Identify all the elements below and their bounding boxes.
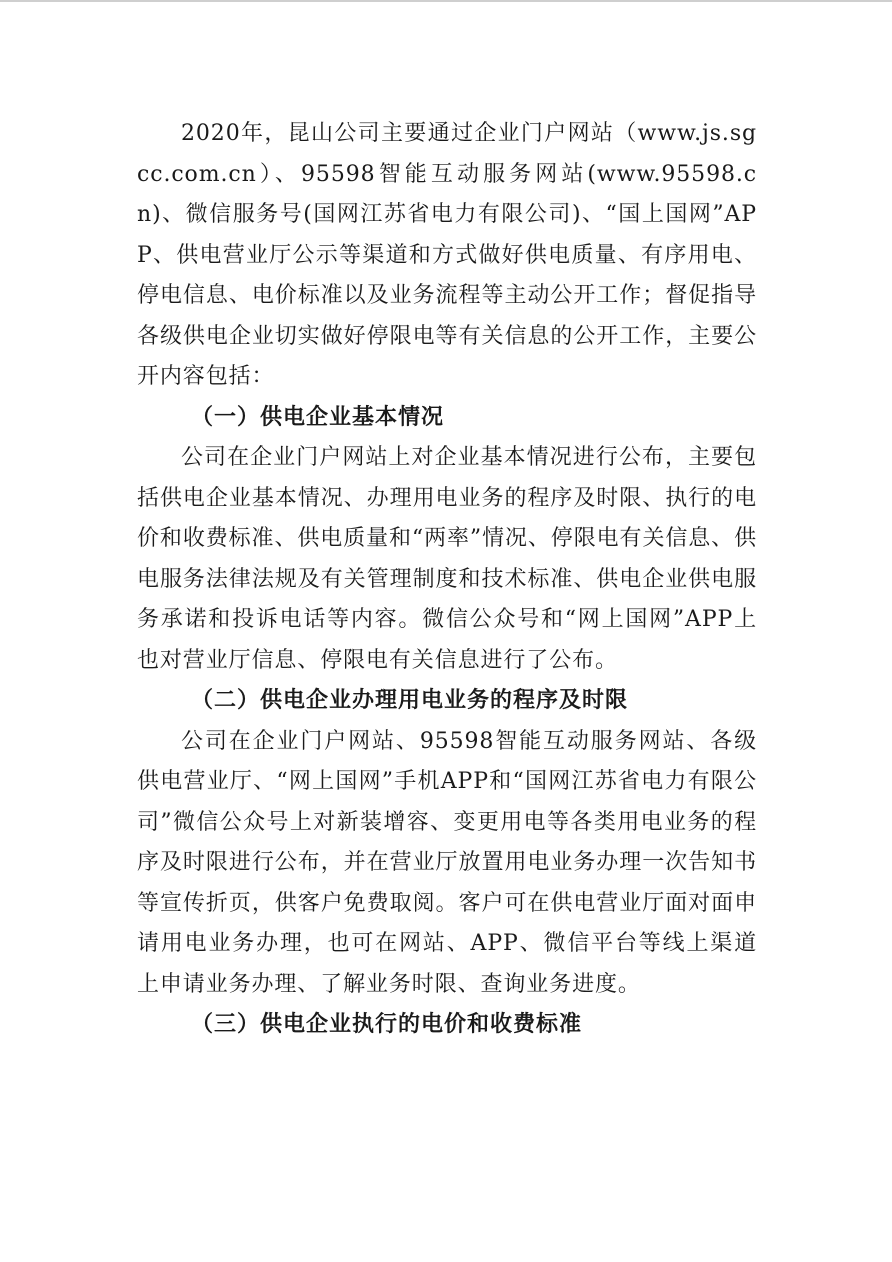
section-1-paragraph: 公司在企业门户网站上对企业基本情况进行公布，主要包括供电企业基本情况、办理用电业务的程序及时限、执行的电价和收费标准、供电质量和“两率”情况、停限电有关信息、供电服务法律法规及有关管理制度和技术标准、供电企业供电服务承诺和投诉电话等内容。微信公众号和“网上国网”APP上也对营业厅信息、停限电有关信息进行了公布。 bbox=[137, 445, 757, 673]
section-1-heading: （一）供电企业基本情况 bbox=[191, 404, 445, 430]
section-3-heading: （三）供电企业执行的电价和收费标准 bbox=[191, 1012, 583, 1037]
section-2-paragraph: 公司在企业门户网站、95598智能互动服务网站、各级供电营业厅、“网上国网”手机APP和“国网江苏省电力有限公司”微信公众号上对新装增容、变更用电等各类用电业务的程序及时限进行公布，并在营业厅放置用电业务办理一次告知书等宣传折页，供客户免费取阅。客户可在供电营业厅面对面申请用电业务办理，也可在网站、APP、微信平台等线上渠道上申请业务办理、了解业务时限、查询业务进度。 bbox=[137, 728, 757, 997]
intro-paragraph: 2020年，昆山公司主要通过企业门户网站（www.js.sgcc.com.cn）、95598智能互动服务网站(www.95598.cn)、微信服务号(国网江苏省电力有限公司)、“国上国网”APP、供电营业厅公示等渠道和方式做好供电质量、有序用电、停电信息、电价标准以及业务流程等主动公开工作；督促指导各级供电企业切实做好停限电等有关信息的公开工作，主要公开内容包括： bbox=[137, 121, 757, 389]
document-body bbox=[137, 114, 757, 1046]
top-edge-rule bbox=[0, 0, 892, 2]
section-2-heading: （二）供电企业办理用电业务的程序及时限 bbox=[191, 688, 629, 713]
